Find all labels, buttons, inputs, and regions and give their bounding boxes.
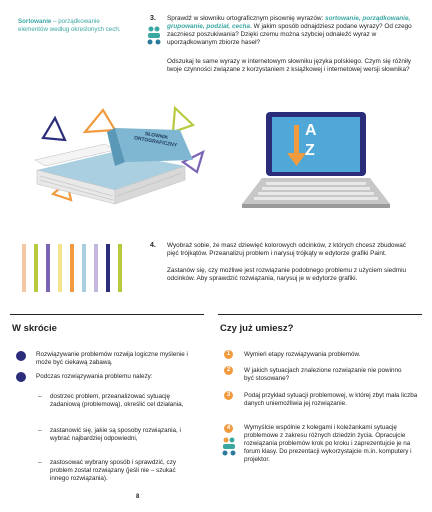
review-divider <box>218 314 422 315</box>
task3-para2: Odszukaj te same wyrazy w internetowym słowniku języka polskiego. Czym się różniły twoje czynności związane z korzystaniem z książkowej i internetowej wersji słownika? <box>167 58 411 74</box>
review-number-3: 3 <box>224 391 233 400</box>
review-number-2: 2 <box>224 366 233 375</box>
task3-rest: . W jakim sposób odnajdziesz podane wyrazy? Od czego zaczniesz poszukiwania? Dzięki czemu można szybciej odnaleźć wyraz w uporządkowanym zbiorze haseł? <box>167 23 412 47</box>
summary-item-1: Rozwiązywanie problemów rozwija logiczne myślenie i może być ciekawą zabawą. <box>36 351 188 367</box>
dash-2: – <box>38 427 42 434</box>
review-item-3: Podaj przykład sytuacji problemowej, w której zbyt mała liczba danych uniemożliwia jej rozwiązanie. <box>244 392 418 408</box>
task4-text: Wyobraź sobie, że masz dziewięć kolorowych odcinków, z których chcesz zbudować pięć trójkątów. Przeanalizuj problem i narysuj trójkąty w edytorze grafiki Paint. <box>167 242 406 258</box>
review-item-4: Wymyślcie wspólnie z kolegami i koleżankami sytuację problemowe z zakresu różnych dziedzin życia. Opracujcie rozwiązania problemów krok po kroku i zaprezentujcie je na forum klasy. Do prezentacji wykorzystajcie m.in. komputery i projektor. <box>244 424 412 464</box>
definition-term: Sortowanie <box>18 18 52 25</box>
task3-text <box>167 15 413 47</box>
review-title: Czy już umiesz? <box>220 323 294 334</box>
summary-subitem-3: zastosować wybrany sposób i sprawdzić, czy problem został rozwiązany (jeśli nie – szukać innego rozwiązania). <box>50 459 176 483</box>
book-label: SŁOWNIK ORTOGRAFICZNY <box>133 131 178 149</box>
definition-text: – porządkowanie elementów według określonych cech. <box>18 18 121 33</box>
laptop-letter-a: A <box>305 122 317 139</box>
definition-note <box>18 18 128 34</box>
dash-3: – <box>38 459 42 466</box>
group-work-icon-2 <box>221 436 237 458</box>
book-illustration <box>15 100 220 218</box>
summary-bullet-1 <box>16 351 26 361</box>
summary-bullet-2 <box>16 372 26 382</box>
review-item-1: Wymień etapy rozwiązywania problemów. <box>244 351 361 358</box>
page-number: 8 <box>136 494 140 500</box>
summary-item-2: Podczas rozwiązywania problemu należy: <box>36 373 153 380</box>
summary-subitem-2: zastanowić się, jakie są sposoby rozwiązania, i wybrać najbardziej odpowiedni, <box>50 427 181 443</box>
dash-1: – <box>38 393 42 400</box>
task3-intro: Sprawdź w słowniku ortograficznym pisownię wyrazów: <box>167 15 326 22</box>
task4-number: 4. <box>150 242 156 249</box>
laptop-letter-z: Z <box>305 142 315 159</box>
review-number-1: 1 <box>224 350 233 359</box>
summary-subitem-1: dostrzec problem, przeanalizować sytuację zadaniową (problemową), określić cel działania, <box>50 393 184 409</box>
group-work-icon <box>146 25 162 47</box>
task3-words: sortowanie, porządkowanie, grupowanie, podział, cecha <box>167 15 411 31</box>
summary-title: W skrócie <box>12 323 57 334</box>
laptop-illustration <box>232 108 402 212</box>
task-number: 3. <box>150 15 156 22</box>
review-number-4: 4 <box>224 424 233 433</box>
review-item-2: W jakich sytuacjach znalezione rozwiązanie nie powinno być stosowane? <box>244 367 402 383</box>
task4-para2: Zastanów się, czy możliwe jest rozwiązanie podobnego problemu z użyciem siedmiu odcinków. Aby sprawdzić rozwiązania, narysuj je w edytorze grafiki. <box>167 267 407 283</box>
colored-segments <box>20 242 140 294</box>
summary-divider <box>10 314 204 315</box>
